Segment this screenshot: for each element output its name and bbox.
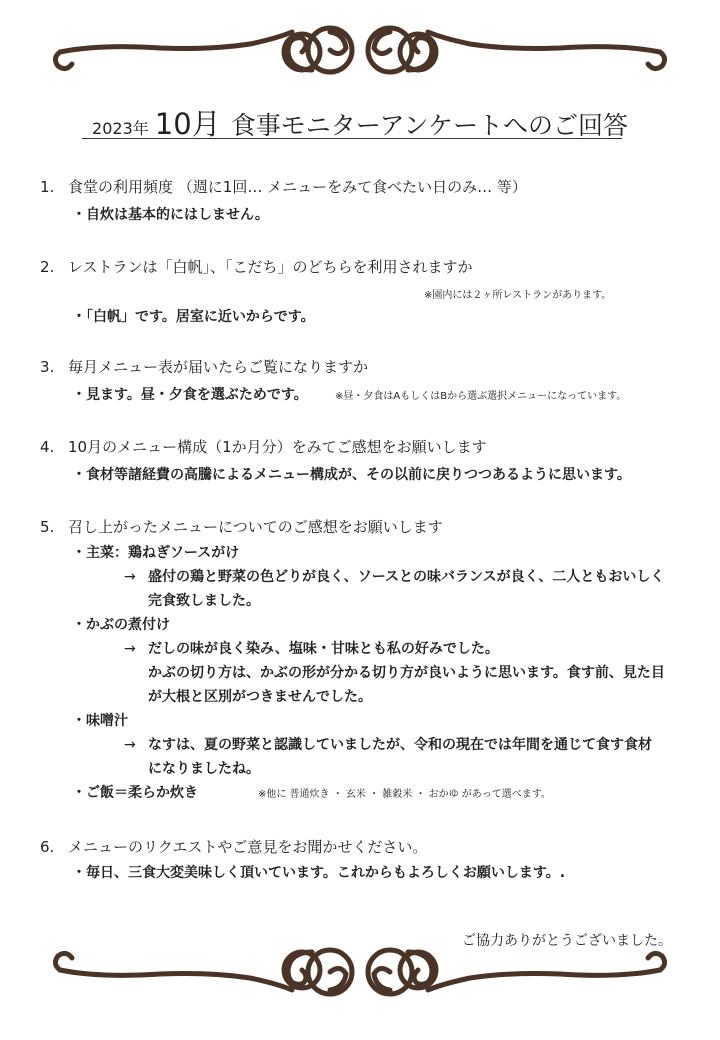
dish-turnip-comment-2: かぶの切り方は、かぶの形が分かる切り方が良いように思います。食す前、見た目	[148, 665, 665, 681]
dish-turnip: ・かぶの煮付け	[72, 617, 170, 633]
question-2	[40, 256, 473, 277]
question-number: 1.	[40, 178, 55, 196]
closing-thanks: ご協力ありがとうございました。	[462, 933, 672, 949]
question-1	[40, 176, 527, 197]
page-title	[0, 102, 720, 143]
rice-note: ※他に 普通炊き ・ 玄米 ・ 雑穀米 ・ おかゆ があって選べます。	[258, 789, 551, 800]
dish-miso-comment-2: になりましたね。	[148, 761, 260, 777]
title-year: 2023年	[92, 119, 149, 138]
answer-3: ・見ます。昼・夕食を選ぶためです。	[72, 387, 308, 403]
title-underline	[82, 138, 622, 139]
arrow-icon: →	[124, 569, 136, 585]
question-5	[40, 516, 443, 537]
answer-1: ・自炊は基本的にはしません。	[72, 207, 269, 223]
answer-6: ・毎日、三食大変美味しく頂いています。これからもよろしくお願いします。.	[72, 865, 566, 881]
dish-turnip-comment-1: → だしの味が良く染み、塩味・甘味とも私の好みでした。	[124, 641, 499, 657]
question-text: メニューのリクエストやご意見をお聞かせください。	[68, 838, 428, 856]
note-2: ※園内には２ヶ所レストランがあります。	[424, 290, 612, 301]
dish-main-comment-1: → 盛付の鶏と野菜の色どりが良く、ソースとの味バランスが良く、二人ともおいしく	[124, 569, 665, 585]
question-number: 5.	[40, 518, 55, 536]
question-text: 毎月メニュー表が届いたらご覧になりますか	[68, 358, 369, 376]
bottom-ornament-flourish	[40, 938, 680, 1008]
top-ornament-flourish	[40, 14, 680, 84]
question-4	[40, 436, 487, 457]
question-text: 召し上がったメニューについてのご感想をお願いします	[68, 518, 443, 536]
dish-main-comment-2: 完食致しました。	[148, 593, 260, 609]
note-3: ※昼・夕食はAもしくはBから選ぶ選択メニューになっています。	[335, 391, 627, 402]
answer-4: ・食材等諸経費の高騰によるメニュー構成が、その以前に戻りつつあるように思います。	[72, 467, 631, 483]
question-number: 3.	[40, 358, 55, 376]
question-text: 食堂の利用頻度 （週に1回… メニューをみて食べたい日のみ… 等）	[68, 178, 527, 196]
dish-miso-soup: ・味噌汁	[72, 713, 128, 729]
arrow-icon: →	[124, 737, 136, 753]
question-text: 10月のメニュー構成（1か月分）をみてご感想をお願いします	[68, 438, 487, 456]
answer-2: ・「白帆」です。居室に近いからです。	[72, 309, 315, 325]
question-number: 2.	[40, 258, 55, 276]
question-text: レストランは「白帆」、「こだち」のどちらを利用されますか	[68, 258, 473, 276]
arrow-icon: →	[124, 641, 136, 657]
question-6	[40, 836, 427, 857]
title-text: 食事モニターアンケートへのご回答	[230, 111, 628, 140]
title-month: 10月	[154, 107, 221, 141]
question-number: 4.	[40, 438, 55, 456]
question-number: 6.	[40, 838, 55, 856]
question-3	[40, 356, 368, 377]
dish-rice: ・ご飯＝柔らか炊き	[72, 785, 198, 801]
dish-turnip-comment-3: が大根と区別がつきませんでした。	[148, 689, 372, 705]
dish-main: ・主菜：鶏ねぎソースがけ	[72, 545, 240, 561]
dish-miso-comment-1: → なすは、夏の野菜と認識していましたが、令和の現在では年間を通じて食す食材	[124, 737, 652, 753]
